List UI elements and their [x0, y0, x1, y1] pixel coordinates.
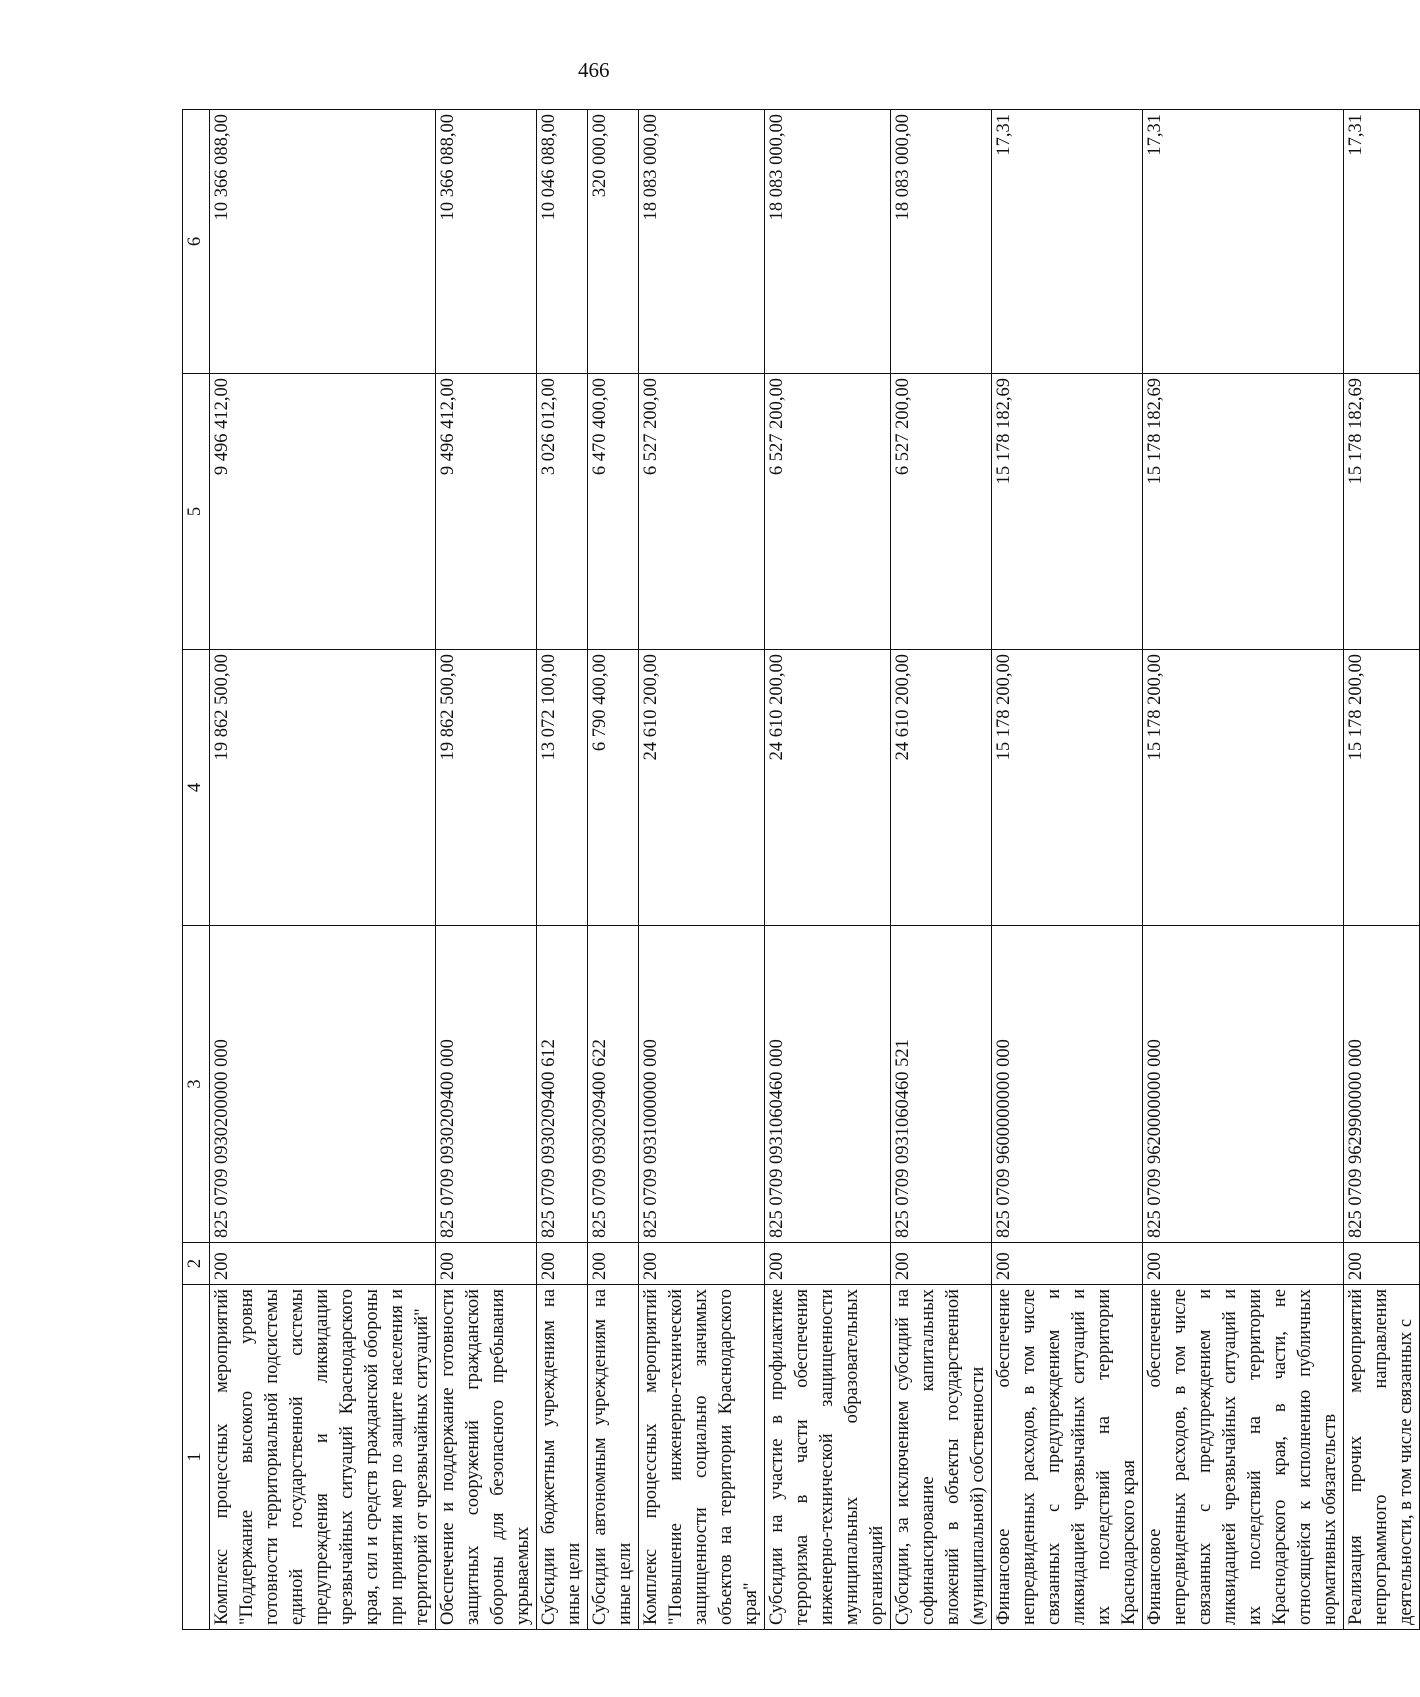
table-row [765, 110, 891, 1630]
row-amount-col4: 15 178 200,00 [1143, 650, 1344, 926]
row-budget-code: 825 0709 0930209400 622 [588, 926, 639, 1243]
row-amount-col5: 9 496 412,00 [436, 374, 537, 650]
table-row [992, 110, 1143, 1630]
table-row [588, 110, 639, 1630]
row-group-code: 200 [537, 1243, 588, 1285]
row-amount-col4: 6 790 400,00 [588, 650, 639, 926]
row-budget-code: 825 0709 9629900000 000 [1344, 926, 1420, 1243]
row-group-code: 200 [436, 1243, 537, 1285]
row-description: Субсидии, за исключением субсидий на софинансирование капитальных вложений в объекты государственной (муниципальной) собственности [891, 1285, 992, 1630]
row-amount-col6: 18 083 000,00 [639, 110, 765, 374]
row-description: Финансовое обеспечение непредвиденных расходов, в том числе связанных с предупреждением и ликвидацией чрезвычайных ситуаций и их последствий на территории Краснодарского края [992, 1285, 1143, 1630]
rotated-table-container [182, 110, 1416, 1630]
row-budget-code: 825 0709 9620000000 000 [1143, 926, 1344, 1243]
row-amount-col5: 15 178 182,69 [1143, 374, 1344, 650]
row-budget-code: 825 0709 9600000000 000 [992, 926, 1143, 1243]
table-row [537, 110, 588, 1630]
row-amount-col5: 15 178 182,69 [1344, 374, 1420, 650]
header-col-3: 3 [183, 926, 210, 1243]
row-description: Субсидии на участие в профилактике терроризма в части обеспечения инженерно-технической защищенности муниципальных образовательных организаций [765, 1285, 891, 1630]
row-amount-col4: 24 610 200,00 [765, 650, 891, 926]
row-amount-col5: 9 496 412,00 [210, 374, 436, 650]
row-amount-col6: 10 046 088,00 [537, 110, 588, 374]
row-amount-col5: 3 026 012,00 [537, 374, 588, 650]
page-number: 466 [578, 58, 610, 82]
row-group-code: 200 [891, 1243, 992, 1285]
row-description: Финансовое обеспечение непредвиденных расходов, в том числе связанных с предупреждением и ликвидацией чрезвычайных ситуаций и их последствий на территории Краснодарского края, в части, не относящейся к исполнению публичных нормативных обязательств [1143, 1285, 1344, 1630]
row-amount-col6: 17,31 [1143, 110, 1344, 374]
row-amount-col4: 15 178 200,00 [992, 650, 1143, 926]
row-description: Обеспечение и поддержание готовности защитных сооружений гражданской обороны для безопасного пребывания укрываемых [436, 1285, 537, 1630]
row-amount-col6: 17,31 [1344, 110, 1420, 374]
row-description: Реализация прочих мероприятий непрограммного направления деятельности, в том числе связанных с [1344, 1285, 1420, 1630]
table-row [639, 110, 765, 1630]
row-group-code: 200 [639, 1243, 765, 1285]
row-group-code: 200 [1143, 1243, 1344, 1285]
row-amount-col5: 6 527 200,00 [765, 374, 891, 650]
row-amount-col4: 24 610 200,00 [891, 650, 992, 926]
row-amount-col6: 10 366 088,00 [210, 110, 436, 374]
row-amount-col6: 18 083 000,00 [891, 110, 992, 374]
row-description: Комплекс процессных мероприятий "Поддержание высокого уровня готовности территориальной подсистемы единой государственной системы предупреждения и ликвидации чрезвычайных ситуаций Краснодарского края, сил и средств гражданской обороны при принятии мер по защите населения и территорий от чрезвычайных ситуаций" [210, 1285, 436, 1630]
table-header-row [183, 110, 210, 1630]
table-row [1344, 110, 1420, 1630]
header-col-4: 4 [183, 650, 210, 926]
budget-table [182, 109, 1420, 1630]
row-group-code: 200 [765, 1243, 891, 1285]
row-budget-code: 825 0709 0931000000 000 [639, 926, 765, 1243]
row-amount-col5: 6 527 200,00 [891, 374, 992, 650]
row-budget-code: 825 0709 0930200000 000 [210, 926, 436, 1243]
row-amount-col6: 18 083 000,00 [765, 110, 891, 374]
row-budget-code: 825 0709 0931060460 000 [765, 926, 891, 1243]
header-col-6: 6 [183, 110, 210, 374]
row-amount-col4: 19 862 500,00 [210, 650, 436, 926]
row-amount-col4: 24 610 200,00 [639, 650, 765, 926]
row-budget-code: 825 0709 0931060460 521 [891, 926, 992, 1243]
row-amount-col6: 320 000,00 [588, 110, 639, 374]
row-amount-col4: 13 072 100,00 [537, 650, 588, 926]
header-col-2: 2 [183, 1243, 210, 1285]
row-budget-code: 825 0709 0930209400 612 [537, 926, 588, 1243]
row-amount-col5: 6 527 200,00 [639, 374, 765, 650]
row-amount-col6: 17,31 [992, 110, 1143, 374]
row-amount-col5: 6 470 400,00 [588, 374, 639, 650]
row-amount-col4: 19 862 500,00 [436, 650, 537, 926]
table-row [1143, 110, 1344, 1630]
row-description: Субсидии автономным учреждениям на иные цели [588, 1285, 639, 1630]
row-group-code: 200 [1344, 1243, 1420, 1285]
row-group-code: 200 [210, 1243, 436, 1285]
header-col-5: 5 [183, 374, 210, 650]
row-description: Комплекс процессных мероприятий "Повышение инженерно-технической защищенности социально значимых объектов на территории Краснодарского края" [639, 1285, 765, 1630]
row-amount-col4: 15 178 200,00 [1344, 650, 1420, 926]
row-description: Субсидии бюджетным учреждениям на иные цели [537, 1285, 588, 1630]
table-row [436, 110, 537, 1630]
header-col-1: 1 [183, 1285, 210, 1630]
rotated-table-wrapper [182, 110, 1416, 1630]
row-amount-col6: 10 366 088,00 [436, 110, 537, 374]
row-budget-code: 825 0709 0930209400 000 [436, 926, 537, 1243]
row-amount-col5: 15 178 182,69 [992, 374, 1143, 650]
table-row [210, 110, 436, 1630]
table-row [891, 110, 992, 1630]
row-group-code: 200 [588, 1243, 639, 1285]
row-group-code: 200 [992, 1243, 1143, 1285]
